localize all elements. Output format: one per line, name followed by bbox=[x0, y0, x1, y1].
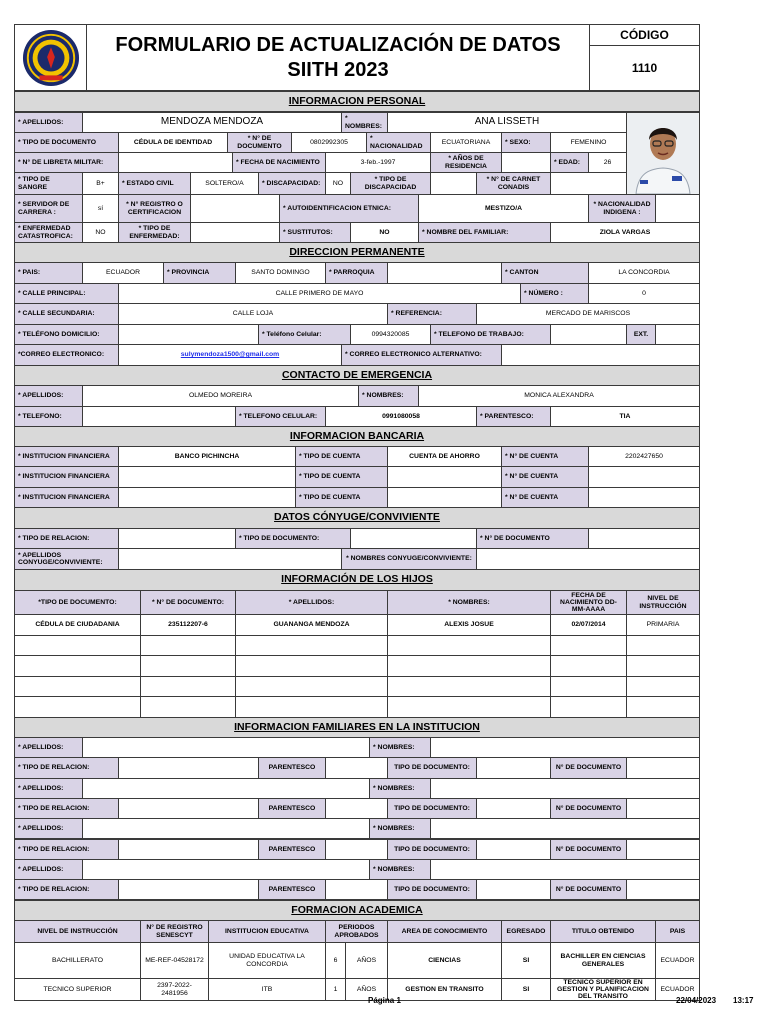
apellidos-value[interactable]: MENDOZA MENDOZA bbox=[82, 112, 342, 133]
fam-num-doc-label: N° DE DOCUMENTO bbox=[550, 879, 627, 900]
em-apellidos-value[interactable]: OLMEDO MOREIRA bbox=[82, 385, 359, 407]
fam-tipo-doc-value[interactable] bbox=[476, 757, 551, 778]
person-photo-icon bbox=[628, 114, 698, 194]
fam-nombres-value[interactable] bbox=[430, 859, 700, 880]
tipo-disc-label: * TIPO DE DISCAPACIDAD bbox=[350, 172, 431, 195]
section-academica bbox=[14, 900, 700, 921]
fam-tipo-rel-value[interactable] bbox=[118, 879, 259, 900]
cy-tipo-rel-value[interactable] bbox=[118, 528, 236, 549]
servidor-label: * SERVIDOR DE CARRERA : bbox=[14, 194, 83, 223]
section-personal-title: INFORMACION PERSONAL bbox=[288, 94, 426, 107]
bank-inst-label: * INSTITUCION FINANCIERA bbox=[14, 487, 119, 508]
cy-num-doc-value[interactable] bbox=[588, 528, 700, 549]
fam-parentesco-value[interactable] bbox=[325, 798, 388, 819]
fam-parentesco-label: PARENTESCO bbox=[258, 798, 326, 819]
hijos-cell[interactable] bbox=[387, 696, 551, 718]
academica-cell[interactable]: BACHILLERATO bbox=[14, 942, 141, 979]
academica-cell[interactable]: TECNICO SUPERIOR bbox=[14, 978, 141, 1001]
tel-trab-label: * TELEFONO DE TRABAJO: bbox=[430, 324, 551, 345]
hijos-cell[interactable] bbox=[140, 696, 236, 718]
estado-civil-label: * ESTADO CIVIL bbox=[118, 172, 191, 195]
registro-label: * N° REGISTRO O CERTIFICACION bbox=[118, 194, 191, 223]
registro-value[interactable] bbox=[190, 194, 280, 223]
cy-num-doc-label: * N° DE DOCUMENTO bbox=[476, 528, 589, 549]
hijos-cell[interactable] bbox=[626, 655, 700, 677]
edad-label: * EDAD: bbox=[550, 152, 589, 173]
fam-apellidos-value[interactable] bbox=[82, 859, 370, 880]
fam-num-doc-label: N° DE DOCUMENTO bbox=[550, 839, 627, 860]
fam-tipo-rel-label: * TIPO DE RELACION: bbox=[14, 798, 119, 819]
print-time: 13:17 bbox=[733, 996, 754, 1005]
parroquia-label: * PARROQUIA bbox=[325, 262, 388, 284]
hijos-cell[interactable] bbox=[387, 635, 551, 657]
hijos-header: * N° DE DOCUMENTO: bbox=[140, 590, 236, 615]
bank-tipo-value[interactable] bbox=[387, 466, 502, 487]
estado-civil-value[interactable]: SOLTERO/A bbox=[190, 172, 259, 195]
bank-inst-value[interactable] bbox=[118, 487, 296, 508]
academica-cell[interactable]: SI bbox=[501, 942, 551, 979]
fam-num-doc-label: N° DE DOCUMENTO bbox=[550, 757, 627, 778]
fam-tipo-doc-label: TIPO DE DOCUMENTO: bbox=[387, 839, 477, 860]
cy-nombres-value[interactable] bbox=[476, 548, 700, 570]
fam-num-doc-value[interactable] bbox=[626, 798, 700, 819]
section-conyuge bbox=[14, 507, 700, 529]
hijos-cell[interactable]: 02/07/2014 bbox=[550, 614, 627, 636]
form-sheet bbox=[14, 24, 699, 1000]
section-personal bbox=[14, 91, 700, 112]
em-parentesco-value[interactable]: TIA bbox=[550, 406, 700, 427]
cy-tipo-doc-label: * TIPO DE DOCUMENTO: bbox=[235, 528, 351, 549]
hijos-cell[interactable] bbox=[550, 676, 627, 698]
print-date: 22/04/2023 bbox=[676, 996, 717, 1005]
fam-apellidos-label: * APELLIDOS: bbox=[14, 778, 83, 799]
fam-tipo-rel-value[interactable] bbox=[118, 839, 259, 860]
bank-inst-value[interactable]: BANCO PICHINCHA bbox=[118, 446, 296, 467]
cy-tipo-doc-value[interactable] bbox=[350, 528, 477, 549]
hijos-cell[interactable] bbox=[14, 635, 141, 657]
fam-tipo-doc-value[interactable] bbox=[476, 798, 551, 819]
academica-cell[interactable]: ECUADOR bbox=[655, 978, 700, 1001]
academica-header: AREA DE CONOCIMIENTO bbox=[387, 920, 502, 943]
fecha-nac-value[interactable]: 3-feb.-1997 bbox=[325, 152, 431, 173]
nombres-value[interactable]: ANA LISSETH bbox=[387, 112, 627, 133]
hijos-cell[interactable] bbox=[14, 655, 141, 677]
hijos-cell[interactable]: PRIMARIA bbox=[626, 614, 700, 636]
ext-value[interactable] bbox=[655, 324, 700, 345]
academica-cell[interactable]: CIENCIAS bbox=[387, 942, 502, 979]
em-parentesco-label: * PARENTESCO: bbox=[476, 406, 551, 427]
hijos-cell[interactable] bbox=[235, 696, 388, 718]
discapacidad-label: * DISCAPACIDAD: bbox=[258, 172, 326, 195]
servidor-value[interactable]: sí bbox=[82, 194, 119, 223]
cy-apellidos-label: * APELLIDOS CONYUGE/CONVIVIENTE: bbox=[14, 548, 119, 570]
sangre-value[interactable]: B+ bbox=[82, 172, 119, 195]
section-emergencia bbox=[14, 365, 700, 386]
section-conyuge-title: DATOS CÓNYUGE/CONVIVIENTE bbox=[274, 511, 440, 524]
calle-secundaria-label: * CALLE SECUNDARIA: bbox=[14, 303, 119, 325]
tipo-enf-value[interactable] bbox=[190, 222, 280, 243]
numero-label: * NÚMERO : bbox=[520, 283, 589, 304]
section-hijos-title: INFORMACIÓN DE LOS HIJOS bbox=[281, 573, 433, 586]
academica-header: PAIS bbox=[655, 920, 700, 943]
hijos-cell[interactable] bbox=[140, 676, 236, 698]
title-line-1: FORMULARIO DE ACTUALIZACIÓN DE DATOS bbox=[115, 33, 561, 56]
provincia-label: * PROVINCIA bbox=[163, 262, 236, 284]
academica-cell[interactable]: ME-REF-04528172 bbox=[140, 942, 209, 979]
discapacidad-value[interactable]: NO bbox=[325, 172, 351, 195]
fam-nombres-value[interactable] bbox=[430, 778, 700, 799]
logo-box bbox=[14, 24, 87, 91]
hijos-header: *TIPO DE DOCUMENTO: bbox=[14, 590, 141, 615]
num-doc-value[interactable]: 0802992305 bbox=[291, 132, 367, 153]
cy-apellidos-value[interactable] bbox=[118, 548, 342, 570]
page-number: Página 1 bbox=[368, 996, 401, 1005]
em-apellidos-label: * APELLIDOS: bbox=[14, 385, 83, 407]
hijos-cell[interactable]: GUANANGA MENDOZA bbox=[235, 614, 388, 636]
familiar-label: * NOMBRE DEL FAMILIAR: bbox=[418, 222, 551, 243]
hijos-cell[interactable] bbox=[14, 696, 141, 718]
nacionalidad-label: * NACIONALIDAD bbox=[366, 132, 431, 153]
academica-cell[interactable]: TECNICO SUPERIOR EN GESTION Y PLANIFICACION DEL TRANSITO bbox=[550, 978, 656, 1001]
sexo-label: * SEXO: bbox=[501, 132, 551, 153]
hijos-cell[interactable]: 235112207-6 bbox=[140, 614, 236, 636]
tel-cel-label: * Teléfono Celular: bbox=[258, 324, 351, 345]
num-doc-label: * N° DE DOCUMENTO bbox=[227, 132, 292, 153]
fam-parentesco-label: PARENTESCO bbox=[258, 839, 326, 860]
familiar-value[interactable]: ZIOLA VARGAS bbox=[550, 222, 700, 243]
calle-secundaria-value[interactable]: CALLE LOJA bbox=[118, 303, 388, 325]
numero-value[interactable]: 0 bbox=[588, 283, 700, 304]
fecha-nac-label: * FECHA DE NACIMIENTO bbox=[232, 152, 326, 173]
section-direccion-title: DIRECCION PERMANENTE bbox=[289, 245, 425, 258]
carnet-value[interactable] bbox=[550, 172, 627, 195]
fam-tipo-rel-value[interactable] bbox=[118, 798, 259, 819]
fam-tipo-rel-label: * TIPO DE RELACION: bbox=[14, 757, 119, 778]
profile-photo bbox=[626, 112, 700, 195]
hijos-cell[interactable] bbox=[235, 676, 388, 698]
page-footer bbox=[0, 996, 768, 1008]
hijos-cell[interactable] bbox=[626, 635, 700, 657]
hijos-cell[interactable] bbox=[626, 676, 700, 698]
edad-value[interactable]: 26 bbox=[588, 152, 627, 173]
cy-tipo-rel-label: * TIPO DE RELACION: bbox=[14, 528, 119, 549]
anios-res-label: * AÑOS DE RESIDENCIA bbox=[430, 152, 502, 173]
fam-apellidos-value[interactable] bbox=[82, 778, 370, 799]
parroquia-value[interactable] bbox=[387, 262, 502, 284]
sustitutos-value[interactable]: NO bbox=[350, 222, 419, 243]
tipo-doc-value[interactable]: CÉDULA DE IDENTIDAD bbox=[118, 132, 228, 153]
cy-nombres-label: * NOMBRES CONYUGE/CONVIVIENTE: bbox=[341, 548, 477, 570]
pais-label: * PAIS: bbox=[14, 262, 83, 284]
bank-num-label: * N° DE CUENTA bbox=[501, 466, 589, 487]
bank-num-value[interactable]: 2202427650 bbox=[588, 446, 700, 467]
academica-header: INSTITUCION EDUCATIVA bbox=[208, 920, 326, 943]
hijos-header: FECHA DE NACIMIENTO DD-MM-AAAA bbox=[550, 590, 627, 615]
provincia-value[interactable]: SANTO DOMINGO bbox=[235, 262, 326, 284]
nombres-label: * NOMBRES: bbox=[341, 112, 388, 133]
academica-cell[interactable]: UNIDAD EDUCATIVA LA CONCORDIA bbox=[208, 942, 326, 979]
academica-header: EGRESADO bbox=[501, 920, 551, 943]
tipo-enf-label: * TIPO DE ENFERMEDAD: bbox=[118, 222, 191, 243]
fam-nombres-value[interactable] bbox=[430, 818, 700, 839]
section-academica-title: FORMACION ACADEMICA bbox=[291, 903, 423, 916]
academica-periodo-unidad[interactable]: AÑOS bbox=[345, 978, 388, 1001]
fam-tipo-doc-label: TIPO DE DOCUMENTO: bbox=[387, 757, 477, 778]
section-bancaria bbox=[14, 426, 700, 447]
academica-header: N° DE REGISTRO SENESCYT bbox=[140, 920, 209, 943]
nac-indigena-label: * NACIONALIDAD INDIGENA : bbox=[588, 194, 656, 223]
fam-parentesco-value[interactable] bbox=[325, 839, 388, 860]
carnet-label: * N° DE CARNET CONADIS bbox=[476, 172, 551, 195]
em-telefono-label: * TELEFONO: bbox=[14, 406, 83, 427]
fam-nombres-label: * NOMBRES: bbox=[369, 737, 431, 758]
academica-header: TITULO OBTENIDO bbox=[550, 920, 656, 943]
code-label: CÓDIGO bbox=[589, 24, 700, 46]
hijos-cell[interactable] bbox=[550, 655, 627, 677]
enf-cat-value[interactable]: NO bbox=[82, 222, 119, 243]
academica-periodos[interactable]: 1 bbox=[325, 978, 346, 1001]
fam-num-doc-value[interactable] bbox=[626, 757, 700, 778]
em-nombres-label: * NOMBRES: bbox=[358, 385, 419, 407]
hijos-header: * NOMBRES: bbox=[387, 590, 551, 615]
hijos-cell[interactable] bbox=[140, 655, 236, 677]
hijos-cell[interactable] bbox=[550, 635, 627, 657]
bank-num-value[interactable] bbox=[588, 487, 700, 508]
hijos-cell[interactable] bbox=[550, 696, 627, 718]
libreta-value[interactable] bbox=[118, 152, 233, 173]
etnica-label: * AUTOIDENTIFICACION ETNICA: bbox=[279, 194, 419, 223]
em-telefono-value[interactable] bbox=[82, 406, 236, 427]
academica-cell[interactable]: BACHILLER EN CIENCIAS GENERALES bbox=[550, 942, 656, 979]
bank-num-label: * N° DE CUENTA bbox=[501, 446, 589, 467]
hijos-cell[interactable] bbox=[235, 635, 388, 657]
hijos-cell[interactable]: CÉDULA DE CIUDADANIA bbox=[14, 614, 141, 636]
hijos-cell[interactable] bbox=[626, 696, 700, 718]
correo-alt-value[interactable] bbox=[501, 344, 700, 366]
referencia-label: * REFERENCIA: bbox=[387, 303, 477, 325]
title-line-2: SIITH 2023 bbox=[287, 58, 389, 81]
anios-res-value[interactable] bbox=[501, 152, 551, 173]
correo-value[interactable]: sulymendoza1500@gmail.com bbox=[118, 344, 342, 366]
section-familiares-title: INFORMACION FAMILIARES EN LA INSTITUCION bbox=[234, 720, 480, 733]
ext-label: EXT. bbox=[626, 324, 656, 345]
academica-cell[interactable]: SI bbox=[501, 978, 551, 1001]
section-familiares bbox=[14, 717, 700, 738]
hijos-cell[interactable] bbox=[140, 635, 236, 657]
fam-parentesco-label: PARENTESCO bbox=[258, 757, 326, 778]
fam-nombres-label: * NOMBRES: bbox=[369, 859, 431, 880]
nac-indigena-value[interactable] bbox=[655, 194, 700, 223]
academica-cell[interactable]: ECUADOR bbox=[655, 942, 700, 979]
sustitutos-label: * SUSTITUTOS: bbox=[279, 222, 351, 243]
academica-cell[interactable]: ITB bbox=[208, 978, 326, 1001]
bank-tipo-value[interactable] bbox=[387, 487, 502, 508]
academica-cell[interactable]: 2397-2022-2481956 bbox=[140, 978, 209, 1001]
form-title bbox=[86, 24, 590, 91]
fam-parentesco-label: PARENTESCO bbox=[258, 879, 326, 900]
fam-tipo-doc-value[interactable] bbox=[476, 839, 551, 860]
fam-apellidos-label: * APELLIDOS: bbox=[14, 818, 83, 839]
nacionalidad-value[interactable]: ECUATORIANA bbox=[430, 132, 502, 153]
bank-tipo-label: * TIPO DE CUENTA bbox=[295, 466, 388, 487]
tipo-doc-label: * TIPO DE DOCUMENTO bbox=[14, 132, 119, 153]
fam-num-doc-value[interactable] bbox=[626, 879, 700, 900]
section-direccion bbox=[14, 242, 700, 263]
fam-num-doc-label: N° DE DOCUMENTO bbox=[550, 798, 627, 819]
bank-inst-label: * INSTITUCION FINANCIERA bbox=[14, 446, 119, 467]
calle-principal-label: * CALLE PRINCIPAL: bbox=[14, 283, 119, 304]
correo-alt-label: * CORREO ELECTRONICO ALTERNATIVO: bbox=[341, 344, 502, 366]
hijos-cell[interactable] bbox=[235, 655, 388, 677]
section-emergencia-title: CONTACTO DE EMERGENCIA bbox=[281, 368, 433, 381]
fam-apellidos-label: * APELLIDOS: bbox=[14, 859, 83, 880]
em-celular-value[interactable]: 0991080058 bbox=[325, 406, 477, 427]
tel-dom-label: * TELÉFONO DOMICILIO: bbox=[14, 324, 119, 345]
correo-label: *CORREO ELECTRONICO: bbox=[14, 344, 119, 366]
fam-parentesco-value[interactable] bbox=[325, 757, 388, 778]
referencia-value[interactable]: MERCADO DE MARISCOS bbox=[476, 303, 700, 325]
bank-num-value[interactable] bbox=[588, 466, 700, 487]
hijos-cell[interactable] bbox=[387, 676, 551, 698]
calle-principal-value[interactable]: CALLE PRIMERO DE MAYO bbox=[118, 283, 521, 304]
fam-tipo-doc-value[interactable] bbox=[476, 879, 551, 900]
fam-num-doc-value[interactable] bbox=[626, 839, 700, 860]
em-nombres-value[interactable]: MONICA ALEXANDRA bbox=[418, 385, 700, 407]
hijos-cell[interactable]: ALEXIS JOSUE bbox=[387, 614, 551, 636]
academica-cell[interactable]: GESTION EN TRANSITO bbox=[387, 978, 502, 1001]
fam-parentesco-value[interactable] bbox=[325, 879, 388, 900]
hijos-header: * APELLIDOS: bbox=[235, 590, 388, 615]
bank-tipo-label: * TIPO DE CUENTA bbox=[295, 487, 388, 508]
fam-tipo-doc-label: TIPO DE DOCUMENTO: bbox=[387, 798, 477, 819]
fam-nombres-value[interactable] bbox=[430, 737, 700, 758]
sangre-label: * TIPO DE SANGRE bbox=[14, 172, 83, 195]
bank-inst-label: * INSTITUCION FINANCIERA bbox=[14, 466, 119, 487]
code-value: 1110 bbox=[589, 45, 700, 91]
pais-value[interactable]: ECUADOR bbox=[82, 262, 164, 284]
em-celular-label: * TELEFONO CELULAR: bbox=[235, 406, 326, 427]
canton-label: * CANTON bbox=[501, 262, 589, 284]
hijos-cell[interactable] bbox=[387, 655, 551, 677]
tipo-disc-value[interactable] bbox=[430, 172, 477, 195]
fam-apellidos-value[interactable] bbox=[82, 818, 370, 839]
fam-nombres-label: * NOMBRES: bbox=[369, 778, 431, 799]
libreta-label: * N° DE LIBRETA MILITAR: bbox=[14, 152, 119, 173]
bank-tipo-value[interactable]: CUENTA DE AHORRO bbox=[387, 446, 502, 467]
academica-header: NIVEL DE INSTRUCCIÓN bbox=[14, 920, 141, 943]
tel-cel-value[interactable]: 0994320085 bbox=[350, 324, 431, 345]
academica-header: PERIODOS APROBADOS bbox=[325, 920, 388, 943]
hijos-cell[interactable] bbox=[14, 676, 141, 698]
section-bancaria-title: INFORMACION BANCARIA bbox=[289, 429, 425, 442]
academica-periodos[interactable]: 6 bbox=[325, 942, 346, 979]
enf-cat-label: * ENFERMEDAD CATASTROFICA: bbox=[14, 222, 83, 243]
tel-trab-value[interactable] bbox=[550, 324, 627, 345]
apellidos-label: * APELLIDOS: bbox=[14, 112, 83, 133]
bank-inst-value[interactable] bbox=[118, 466, 296, 487]
canton-value[interactable]: LA CONCORDIA bbox=[588, 262, 700, 284]
sexo-value[interactable]: FEMENINO bbox=[550, 132, 627, 153]
bank-tipo-label: * TIPO DE CUENTA bbox=[295, 446, 388, 467]
fam-tipo-rel-label: * TIPO DE RELACION: bbox=[14, 839, 119, 860]
hijos-header: NIVEL DE INSTRUCCIÓN bbox=[626, 590, 700, 615]
bank-num-label: * N° DE CUENTA bbox=[501, 487, 589, 508]
fam-nombres-label: * NOMBRES: bbox=[369, 818, 431, 839]
section-hijos bbox=[14, 569, 700, 591]
fam-apellidos-value[interactable] bbox=[82, 737, 370, 758]
etnica-value[interactable]: MESTIZO/A bbox=[418, 194, 589, 223]
fam-tipo-rel-value[interactable] bbox=[118, 757, 259, 778]
institution-seal-icon bbox=[22, 29, 80, 87]
fam-tipo-rel-label: * TIPO DE RELACION: bbox=[14, 879, 119, 900]
fam-apellidos-label: * APELLIDOS: bbox=[14, 737, 83, 758]
tel-dom-value[interactable] bbox=[118, 324, 259, 345]
academica-periodo-unidad[interactable]: AÑOS bbox=[345, 942, 388, 979]
fam-tipo-doc-label: TIPO DE DOCUMENTO: bbox=[387, 879, 477, 900]
